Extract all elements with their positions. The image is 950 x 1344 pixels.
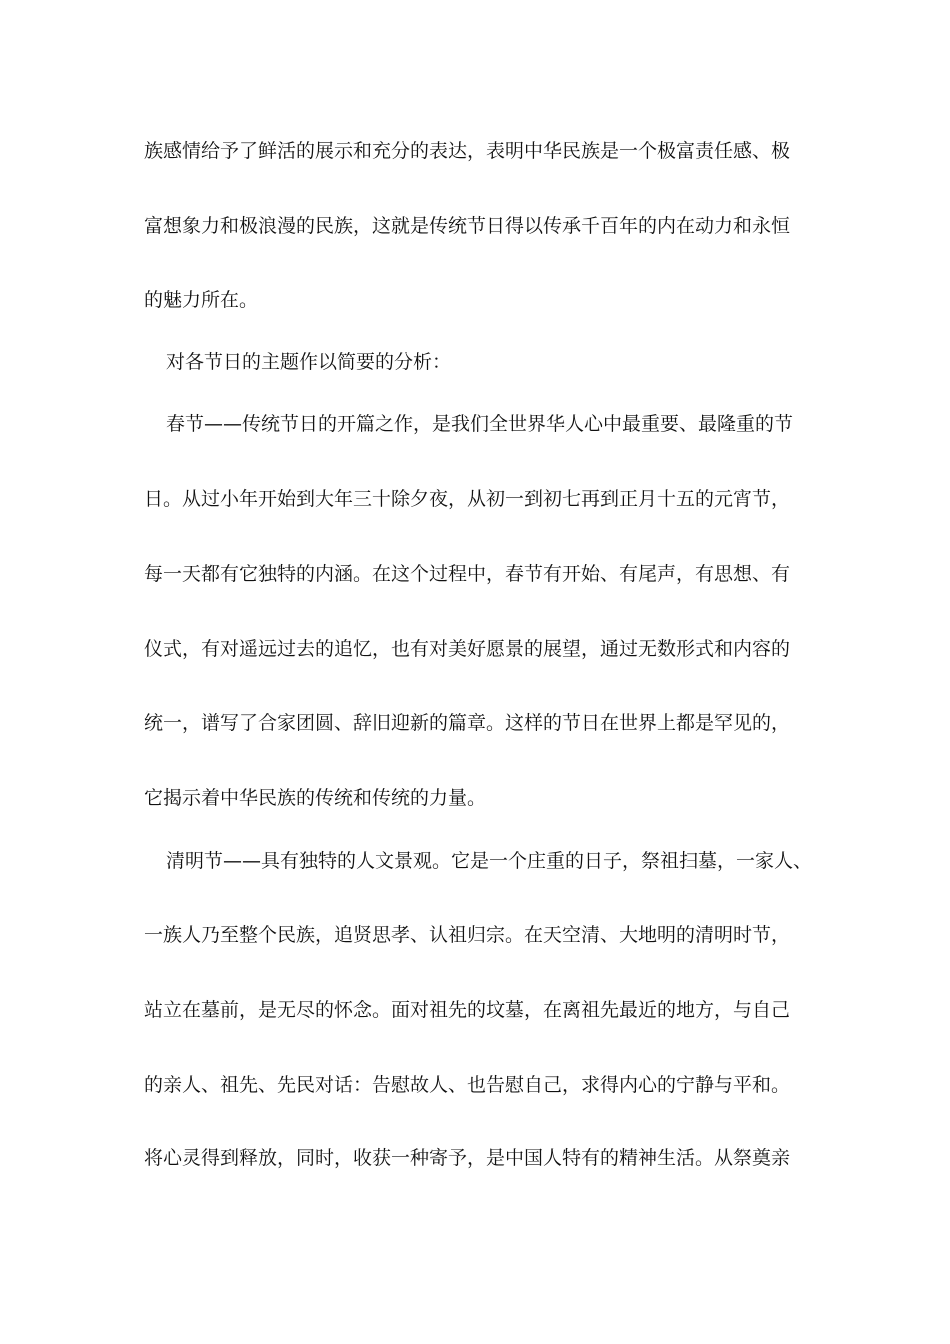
text-line: 统一，谱写了合家团圆、辞旧迎新的篇章。这样的节日在世界上都是罕见的， xyxy=(144,712,791,734)
text-line: 将心灵得到释放，同时，收获一种寄予，是中国人特有的精神生活。从祭奠亲 xyxy=(144,1147,791,1169)
paragraph-spring-festival-line: 春节——传统节日的开篇之作，是我们全世界华人心中最重要、最隆重的节 xyxy=(166,413,794,435)
text-line: 一族人乃至整个民族，追贤思孝、认祖归宗。在天空清、大地明的清明时节， xyxy=(144,924,791,946)
text-line: 富想象力和极浪漫的民族，这就是传统节日得以传承千百年的内在动力和永恒 xyxy=(144,215,791,237)
text-line: 它揭示着中华民族的传统和传统的力量。 xyxy=(144,787,487,809)
paragraph-qingming-line: 清明节——具有独特的人文景观。它是一个庄重的日子，祭祖扫墓，一家人、 xyxy=(166,850,813,872)
text-line: 的亲人、祖先、先民对话：告慰故人、也告慰自己，求得内心的宁静与平和。 xyxy=(144,1074,791,1096)
text-line: 站立在墓前，是无尽的怀念。面对祖先的坟墓，在离祖先最近的地方，与自己 xyxy=(144,999,791,1021)
text-line: 日。从过小年开始到大年三十除夕夜，从初一到初七再到正月十五的元宵节， xyxy=(144,488,791,510)
text-line: 每一天都有它独特的内涵。在这个过程中，春节有开始、有尾声，有思想、有 xyxy=(144,563,791,585)
text-line: 仪式，有对遥远过去的追忆，也有对美好愿景的展望，通过无数形式和内容的 xyxy=(144,638,791,660)
text-line: 的魅力所在。 xyxy=(144,289,259,311)
text-line: 族感情给予了鲜活的展示和充分的表达，表明中华民族是一个极富责任感、极 xyxy=(144,140,791,162)
paragraph-intro-line: 对各节日的主题作以简要的分析： xyxy=(166,351,452,373)
